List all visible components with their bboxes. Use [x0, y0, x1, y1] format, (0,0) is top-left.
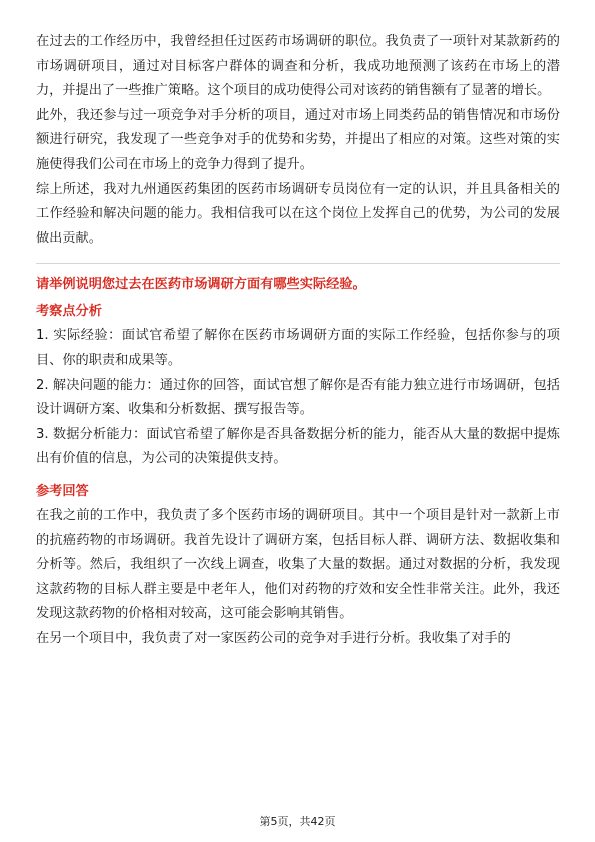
analysis-item-3: 3. 数据分析能力：面试官希望了解你是否具备数据分析的能力，能否从大量的数据中提炼出有价值的信息，为公司的决策提供支持。 [36, 426, 560, 467]
section-divider [36, 263, 560, 264]
analysis-title: 考察点分析 [36, 304, 102, 320]
answer-paragraph-1: 在我之前的工作中，我负责了多个医药市场的调研项目。其中一个项目是针对一款新上市的抗癌药物的市场调研。我首先设计了调研方案，包括目标人群、调研方法、数据收集和分析等。然后，我组织了一次线上调查，收集了大量的数据。通过对数据的分析，我发现这款药物的目标人群主要是中老年人，他们对药物的疗效和安全性非常关注。此外，我还发现这款药物的价格相对较高，这可能会影响其销售。 [36, 507, 560, 622]
analysis-item-1: 1. 实际经验：面试官希望了解你在医药市场调研方面的实际工作经验，包括你参与的项目、你的职责和成果等。 [36, 328, 560, 368]
answer-paragraph-2: 在另一个项目中，我负责了对一家医药公司的竞争对手进行分析。我收集了对手的 [36, 630, 511, 646]
intro-paragraph-2: 此外，我还参与过一项竞争对手分析的项目，通过对市场上同类药品的销售情况和市场份额进行研究，我发现了一些竞争对手的优势和劣势，并提出了相应的对策。这些对策的实施使得我们公司在市场上的竞争力得到了提升。 [36, 107, 560, 172]
document-page [36, 30, 560, 651]
intro-paragraph-3: 综上所述，我对九州通医药集团的医药市场调研专员岗位有一定的认识，并且具备相关的工作经验和解决问题的能力。我相信我可以在这个岗位上发挥自己的优势，为公司的发展做出贡献。 [36, 181, 560, 246]
intro-paragraph-1: 在过去的工作经历中，我曾经担任过医药市场调研的职位。我负责了一项针对某款新药的市场调研项目，通过对目标客户群体的调查和分析，我成功地预测了该药在市场上的潜力，并提出了一些推广策略。这个项目的成功使得公司对该药的销售额有了显著的增长。 [36, 34, 560, 99]
answer-title: 参考回答 [36, 483, 89, 499]
spacer [36, 472, 560, 480]
question-heading: 请举例说明您过去在医药市场调研方面有哪些实际经验。 [36, 277, 366, 293]
analysis-item-2: 2. 解决问题的能力：通过你的回答，面试官想了解你是否有能力独立进行市场调研，包括设计调研方案、收集和分析数据、撰写报告等。 [36, 377, 560, 418]
page-number-footer: 第5页，共42页 [259, 815, 336, 828]
